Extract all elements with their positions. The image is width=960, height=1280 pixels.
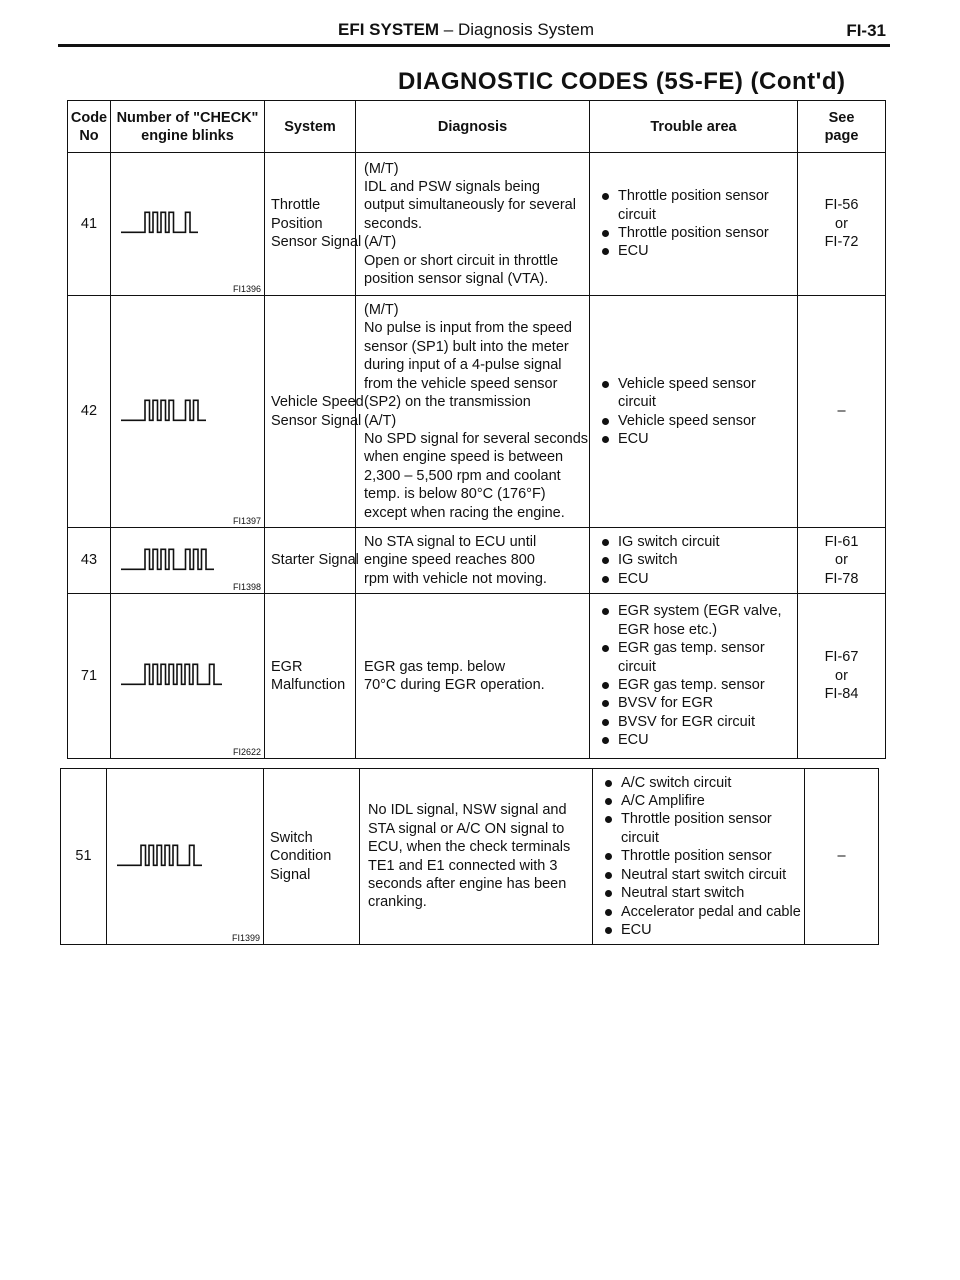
blink-pattern-cell [111,528,265,594]
cell-line: cranking. [368,894,427,911]
header-section: EFI SYSTEM [338,20,440,39]
blink-pattern-icon [115,841,255,869]
blink-pattern-cell [111,153,265,296]
trouble-item: Vehicle speed sensor [598,375,797,393]
cell-line: 2,300 – 5,500 rpm and coolant [364,467,561,484]
trouble-item: ECU [598,731,797,749]
system-cell [265,528,359,594]
cell-line: 70°C during EGR operation. [364,677,545,693]
cell-line: output simultaneously for several [364,197,576,214]
header-subsection: – Diagnosis System [439,20,595,39]
trouble-item: circuit [618,394,656,411]
blink-pattern-icon [119,545,259,573]
col-trouble-header: Trouble area [590,101,798,153]
codes-table-main [67,100,886,759]
system-cell [265,594,356,759]
cell-line: No pulse is input from the speed [364,320,572,337]
cell-line: (A/T) [364,412,397,429]
trouble-item: A/C switch circuit [601,774,804,792]
trouble-item: IG switch circuit [598,533,797,551]
table-row [68,528,886,594]
trouble-item: Neutral start switch circuit [601,866,804,884]
diagnosis-cell [360,769,593,945]
page-number: FI-31 [846,21,886,40]
figure-label: FI1397 [232,516,261,526]
cell-line: or [835,552,848,569]
cell-line: temp. is below 80°C (176°F) [364,486,546,503]
trouble-item: ECU [601,921,804,939]
cell-line: Switch [270,829,313,846]
trouble-cell [590,153,798,296]
cell-line: or [835,215,848,232]
cell-line: except when racing the engine. [364,504,565,521]
blink-pattern-icon [119,208,259,236]
table-row [68,153,886,296]
blink-waveform [121,400,206,420]
page-title: DIAGNOSTIC CODES (5S-FE) (Cont'd) [398,68,846,95]
table-row [68,594,886,759]
trouble-cell [590,528,798,594]
cell-line: ECU, when the check terminals [368,839,571,856]
cell-line: rpm with vehicle not moving. [364,570,547,587]
cell-line: (A/T) [364,234,397,251]
blink-waveform [121,664,222,684]
cell-line: sensor (SP1) bult into the meter [364,338,569,355]
blink-pattern-cell [111,594,265,759]
trouble-item: ECU [598,430,797,448]
cell-line: seconds after engine has been [368,875,567,892]
table-header-row [68,101,886,153]
cell-line: FI-56 [824,197,859,214]
cell-line: Signal [270,866,311,883]
trouble-item: EGR gas temp. sensor [598,639,797,657]
diagnosis-cell [356,296,590,528]
cell-line: No IDL signal, NSW signal and [368,802,567,819]
trouble-item: circuit [618,658,656,675]
cell-line: Vehicle Speed [271,394,364,411]
cell-line: IDL and PSW signals being [364,178,540,195]
cell-line: Malfunction [271,677,346,693]
trouble-item: circuit [621,829,659,846]
trouble-item: ECU [598,570,797,588]
trouble-item: Throttle position sensor [601,810,804,828]
cell-line: FI-67 [824,649,859,666]
see-page-cell [798,528,886,594]
cell-line: – [837,403,846,420]
cell-line: FI-61 [824,533,859,550]
blink-waveform [121,549,214,569]
code-cell: 41 [68,153,111,296]
system-cell [265,296,364,528]
page-header [58,18,890,47]
cell-line: STA signal or A/C ON signal to [368,820,565,837]
trouble-item: Neutral start switch [601,884,804,902]
cell-line: Starter Signal [271,552,359,569]
trouble-item: Vehicle speed sensor [598,412,797,430]
trouble-item: Throttle position sensor [598,224,797,242]
cell-line: position sensor signal (VTA). [364,271,549,288]
cell-line: FI-84 [824,686,859,703]
trouble-item: Throttle position sensor [601,847,804,865]
see-page-cell [798,594,886,759]
cell-line: FI-78 [824,570,859,587]
cell-line: – [837,848,846,865]
blink-waveform [121,212,198,232]
cell-line: (M/T) [364,160,399,177]
cell-line: engine speed reaches 800 [364,552,535,569]
blink-pattern-icon [119,660,259,688]
col-see-header: See page [798,101,886,153]
cell-line: No SPD signal for several seconds [364,430,589,447]
trouble-item: Throttle position sensor [598,187,797,205]
trouble-item: Accelerator pedal and cable [601,903,804,921]
codes-table-51 [60,768,879,945]
cell-line: TE1 and E1 connected with 3 [368,857,558,874]
code-cell: 51 [61,769,107,945]
cell-line: Sensor Signal [271,234,362,251]
trouble-item: BVSV for EGR circuit [598,713,797,731]
trouble-item: A/C Amplifire [601,792,804,810]
cell-line: Throttle [271,197,321,214]
col-blinks-header: Number of "CHECK" engine blinks [111,101,265,153]
code-cell: 42 [68,296,111,528]
cell-line: Open or short circuit in throttle [364,252,559,269]
cell-line: from the vehicle speed sensor [364,375,558,392]
cell-line: Condition [270,848,332,865]
trouble-item: EGR hose etc.) [618,621,718,638]
system-cell [265,153,362,296]
diagnosis-cell [356,153,590,296]
figure-label: FI1396 [232,284,261,294]
code-cell: 43 [68,528,111,594]
cell-line: Sensor Signal [271,412,362,429]
figure-label: FI2622 [232,747,261,757]
figure-label: FI1398 [232,582,261,592]
diagnosis-cell [356,528,590,594]
cell-line: EGR [271,658,303,675]
blink-pattern-cell [111,296,265,528]
see-page-cell [805,769,879,945]
trouble-item: EGR gas temp. sensor [598,676,797,694]
trouble-item: EGR system (EGR valve, [598,602,797,620]
trouble-item: IG switch [598,551,797,569]
table-row [61,769,879,945]
cell-line: during input of a 4-pulse signal [364,357,562,374]
trouble-item: BVSV for EGR [598,694,797,712]
col-code-header: Code No [68,101,111,153]
see-page-cell [798,296,886,528]
cell-line: when engine speed is between [364,449,564,466]
code-cell: 71 [68,594,111,759]
blink-waveform [117,845,202,865]
col-system-header: System [265,101,356,153]
header-title [338,20,594,40]
col-diagnosis-header: Diagnosis [356,101,590,153]
cell-line: or [835,667,848,684]
system-cell [264,769,360,945]
trouble-item: circuit [618,206,656,223]
cell-line: No STA signal to ECU until [364,533,537,550]
cell-line: (SP2) on the transmission [364,394,531,411]
diagnosis-cell [356,594,590,759]
cell-line: EGR gas temp. below [364,658,506,675]
table-row [68,296,886,528]
cell-line: Position [271,215,323,232]
cell-line: FI-72 [824,234,859,251]
trouble-cell [593,769,805,945]
cell-line: seconds. [364,215,423,232]
trouble-cell [590,296,798,528]
trouble-item: ECU [598,242,797,260]
blink-pattern-cell [107,769,264,945]
figure-label: FI1399 [231,933,260,943]
trouble-cell [590,594,798,759]
see-page-cell [798,153,886,296]
cell-line: (M/T) [364,302,399,319]
blink-pattern-icon [119,396,259,424]
